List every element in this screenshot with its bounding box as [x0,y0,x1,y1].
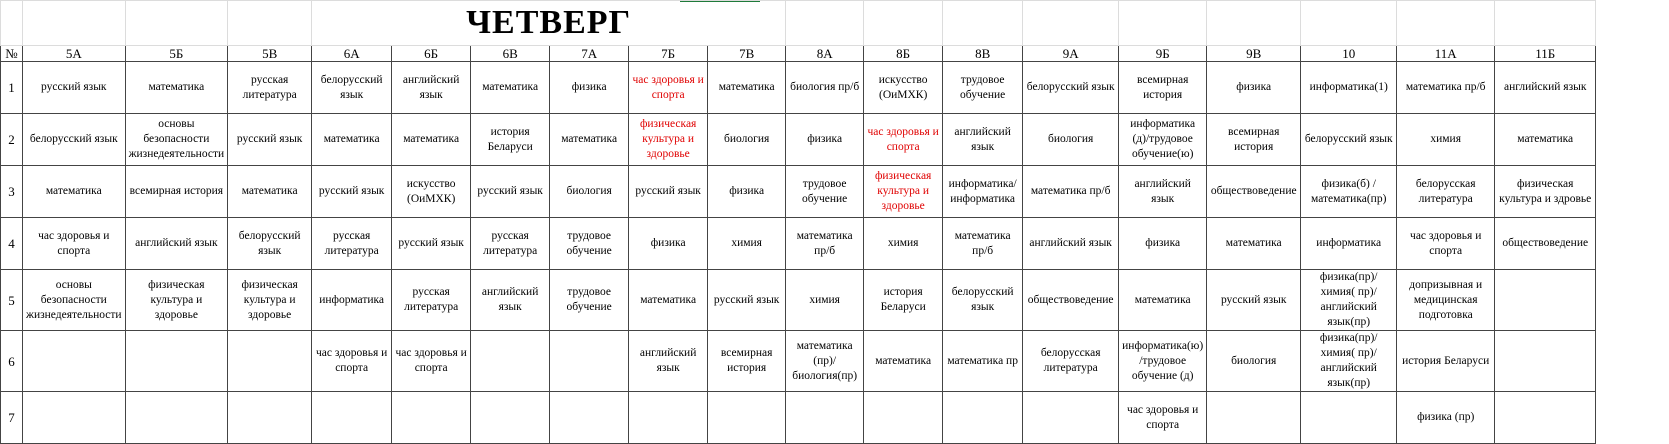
lesson-cell[interactable]: химия [708,218,786,270]
lesson-cell[interactable] [1301,392,1397,444]
lesson-cell[interactable] [312,392,392,444]
lesson-cell[interactable]: биология [708,114,786,166]
lesson-row [1,114,1596,166]
lesson-cell[interactable]: математика [23,166,126,218]
lesson-cell[interactable]: допризывная и медицинская подготовка [1397,270,1495,331]
lesson-cell[interactable]: всемирная история [1119,62,1207,114]
lesson-cell[interactable]: физическая культура и здоровье [864,166,943,218]
lesson-cell[interactable]: физика [550,62,629,114]
lesson-cell[interactable]: математика пр/б [1397,62,1495,114]
lesson-cell[interactable]: белорусская литература [1023,331,1119,392]
lesson-cell[interactable]: искусство (ОиМХК) [392,166,471,218]
lesson-cell[interactable]: математика [1119,270,1207,331]
lesson-cell[interactable]: физика [708,166,786,218]
header-class[interactable]: 8Б [864,46,943,62]
page-title[interactable]: ЧЕТВЕРГ [312,1,786,46]
lesson-cell[interactable] [629,392,708,444]
lesson-cell[interactable] [228,331,312,392]
lesson-cell[interactable]: информатика [1301,218,1397,270]
lesson-cell[interactable]: час здоровья и спорта [1119,392,1207,444]
lesson-cell[interactable] [786,392,864,444]
lesson-number[interactable]: 6 [1,331,23,392]
lesson-number[interactable]: 7 [1,392,23,444]
lesson-number[interactable]: 1 [1,62,23,114]
lesson-cell[interactable]: биология [1023,114,1119,166]
lesson-cell[interactable]: русский язык [392,218,471,270]
lesson-cell[interactable]: физика [1207,62,1301,114]
header-number[interactable]: № [1,46,23,62]
lesson-cell[interactable]: физическая культура и здоровье [125,270,228,331]
lesson-cell[interactable]: биология пр/б [786,62,864,114]
lesson-cell[interactable]: английский язык [629,331,708,392]
header-class[interactable]: 7А [550,46,629,62]
lesson-cell[interactable]: математика [392,114,471,166]
lesson-cell[interactable]: английский язык [392,62,471,114]
lesson-cell[interactable]: белорусский язык [228,218,312,270]
lesson-number[interactable]: 4 [1,218,23,270]
lesson-cell[interactable]: математика [550,114,629,166]
lesson-cell[interactable]: русский язык [708,270,786,331]
lesson-cell[interactable] [943,392,1023,444]
lesson-row [1,392,1596,444]
lesson-cell[interactable]: физика(б) /математика(пр) [1301,166,1397,218]
lesson-cell[interactable]: информатика/ информатика [943,166,1023,218]
lesson-cell[interactable]: всемирная история [708,331,786,392]
lesson-cell[interactable] [708,392,786,444]
lesson-cell[interactable]: трудовое обучение [550,218,629,270]
lesson-cell[interactable]: белорусский язык [1301,114,1397,166]
lesson-cell[interactable]: химия [1397,114,1495,166]
lesson-cell[interactable]: час здоровья и спорта [1397,218,1495,270]
lesson-cell[interactable]: английский язык [125,218,228,270]
lesson-cell[interactable]: трудовое обучение [550,270,629,331]
header-class[interactable]: 9А [1023,46,1119,62]
lesson-cell[interactable]: биология [550,166,629,218]
lesson-cell[interactable]: искусство (ОиМХК) [864,62,943,114]
lesson-cell[interactable]: математика [471,62,550,114]
lesson-cell[interactable]: физика [629,218,708,270]
header-class[interactable]: 11А [1397,46,1495,62]
lesson-cell[interactable]: русский язык [471,166,550,218]
header-class[interactable]: 11Б [1495,46,1596,62]
lesson-cell[interactable]: физика (пр) [1397,392,1495,444]
lesson-number[interactable]: 2 [1,114,23,166]
lesson-cell[interactable]: физическая культура и здровье [1495,166,1596,218]
lesson-cell[interactable]: час здоровья и спорта [864,114,943,166]
lesson-cell[interactable]: математика пр/б [1023,166,1119,218]
lesson-row [1,270,1596,331]
lesson-cell[interactable]: час здоровья и спорта [629,62,708,114]
lesson-cell[interactable]: английский язык [1495,62,1596,114]
lesson-cell[interactable]: физика(пр)/химия( пр)/английский язык(пр) [1301,331,1397,392]
lesson-cell[interactable]: математика пр [943,331,1023,392]
lesson-cell[interactable]: математика [125,62,228,114]
lesson-cell[interactable]: обществоведение [1207,166,1301,218]
lesson-cell[interactable]: физика [786,114,864,166]
lesson-number[interactable]: 3 [1,166,23,218]
lesson-cell[interactable] [1495,331,1596,392]
lesson-cell[interactable]: русская литература [228,62,312,114]
lesson-cell[interactable]: информатика(1) [1301,62,1397,114]
lesson-cell[interactable]: русский язык [312,166,392,218]
header-class[interactable]: 9Б [1119,46,1207,62]
lesson-cell[interactable]: математика [629,270,708,331]
lesson-cell[interactable]: всемирная история [125,166,228,218]
lesson-cell[interactable]: русская литература [471,218,550,270]
lesson-cell[interactable]: час здоровья и спорта [392,331,471,392]
header-class[interactable]: 6В [471,46,550,62]
lesson-cell[interactable]: математика (пр)/ биология(пр) [786,331,864,392]
lesson-cell[interactable] [471,331,550,392]
lesson-cell[interactable]: английский язык [1023,218,1119,270]
header-class[interactable]: 7Б [629,46,708,62]
lesson-cell[interactable]: белорусский язык [1023,62,1119,114]
lesson-cell[interactable] [550,392,629,444]
header-class[interactable]: 9В [1207,46,1301,62]
title-row [1,1,1596,46]
lesson-cell[interactable] [23,331,126,392]
lesson-cell[interactable]: русская литература [392,270,471,331]
lesson-cell[interactable] [1207,392,1301,444]
header-class[interactable]: 5В [228,46,312,62]
lesson-cell[interactable]: белорусский язык [23,114,126,166]
header-class[interactable]: 6А [312,46,392,62]
lesson-cell[interactable]: информатика(ю) /трудовое обучение (д) [1119,331,1207,392]
lesson-cell[interactable]: математика [312,114,392,166]
lesson-cell[interactable]: белорусская литература [1397,166,1495,218]
lesson-cell[interactable]: английский язык [943,114,1023,166]
lesson-cell[interactable]: русский язык [1207,270,1301,331]
lesson-cell[interactable]: русский язык [629,166,708,218]
lesson-cell[interactable] [1495,392,1596,444]
lesson-cell[interactable]: белорусский язык [943,270,1023,331]
header-class[interactable]: 5Б [125,46,228,62]
lesson-cell[interactable]: трудовое обучение [943,62,1023,114]
lesson-cell[interactable] [550,331,629,392]
lesson-cell[interactable]: русская литература [312,218,392,270]
lesson-cell[interactable] [392,392,471,444]
header-class[interactable]: 8А [786,46,864,62]
lesson-cell[interactable]: математика пр/б [943,218,1023,270]
lesson-row [1,331,1596,392]
lesson-cell[interactable]: английский язык [471,270,550,331]
lesson-cell[interactable]: основы безопасности жизнедеятельности [125,114,228,166]
lesson-cell[interactable]: биология [1207,331,1301,392]
lesson-cell[interactable]: математика пр/б [786,218,864,270]
lesson-cell[interactable]: физика [1119,218,1207,270]
lesson-cell[interactable] [23,392,126,444]
lesson-cell[interactable]: информатика (д)/трудовое обучение(ю) [1119,114,1207,166]
lesson-row [1,218,1596,270]
header-class[interactable]: 8В [943,46,1023,62]
lesson-cell[interactable]: английский язык [1119,166,1207,218]
lesson-cell[interactable]: русский язык [228,114,312,166]
header-class[interactable]: 5А [23,46,126,62]
lesson-cell[interactable] [1023,392,1119,444]
lesson-cell[interactable] [125,392,228,444]
lesson-cell[interactable]: физическая культура и здоровье [629,114,708,166]
lesson-cell[interactable]: час здоровья и спорта [23,218,126,270]
header-class[interactable]: 10 [1301,46,1397,62]
lesson-cell[interactable]: математика [228,166,312,218]
lesson-row [1,166,1596,218]
lesson-cell[interactable]: белорусский язык [312,62,392,114]
lesson-cell[interactable]: час здоровья и спорта [312,331,392,392]
lesson-cell[interactable]: всемирная история [1207,114,1301,166]
lesson-cell[interactable]: математика [864,331,943,392]
lesson-cell[interactable]: математика [708,62,786,114]
lesson-cell[interactable]: математика [1495,114,1596,166]
lesson-cell[interactable] [1495,270,1596,331]
lesson-cell[interactable]: обществоведение [1023,270,1119,331]
lesson-cell[interactable]: трудовое обучение [786,166,864,218]
header-class[interactable]: 7В [708,46,786,62]
lesson-cell[interactable]: математика [1207,218,1301,270]
lesson-number[interactable]: 5 [1,270,23,331]
lesson-cell[interactable]: информатика [312,270,392,331]
lesson-cell[interactable]: основы безопасности жизнедеятельности [23,270,126,331]
lesson-cell[interactable]: химия [864,218,943,270]
lesson-cell[interactable]: химия [786,270,864,331]
lesson-cell[interactable]: история Беларуси [1397,331,1495,392]
lesson-cell[interactable] [228,392,312,444]
lesson-cell[interactable] [471,392,550,444]
lesson-cell[interactable]: история Беларуси [471,114,550,166]
lesson-cell[interactable]: история Беларуси [864,270,943,331]
lesson-cell[interactable]: физическая культура и здоровье [228,270,312,331]
lesson-cell[interactable] [864,392,943,444]
header-class[interactable]: 6Б [392,46,471,62]
lesson-cell[interactable]: русский язык [23,62,126,114]
lesson-cell[interactable]: обществоведение [1495,218,1596,270]
lesson-cell[interactable]: физика(пр)/химия( пр)/английский язык(пр) [1301,270,1397,331]
lesson-cell[interactable] [125,331,228,392]
lesson-row [1,62,1596,114]
header-row [1,46,1596,62]
